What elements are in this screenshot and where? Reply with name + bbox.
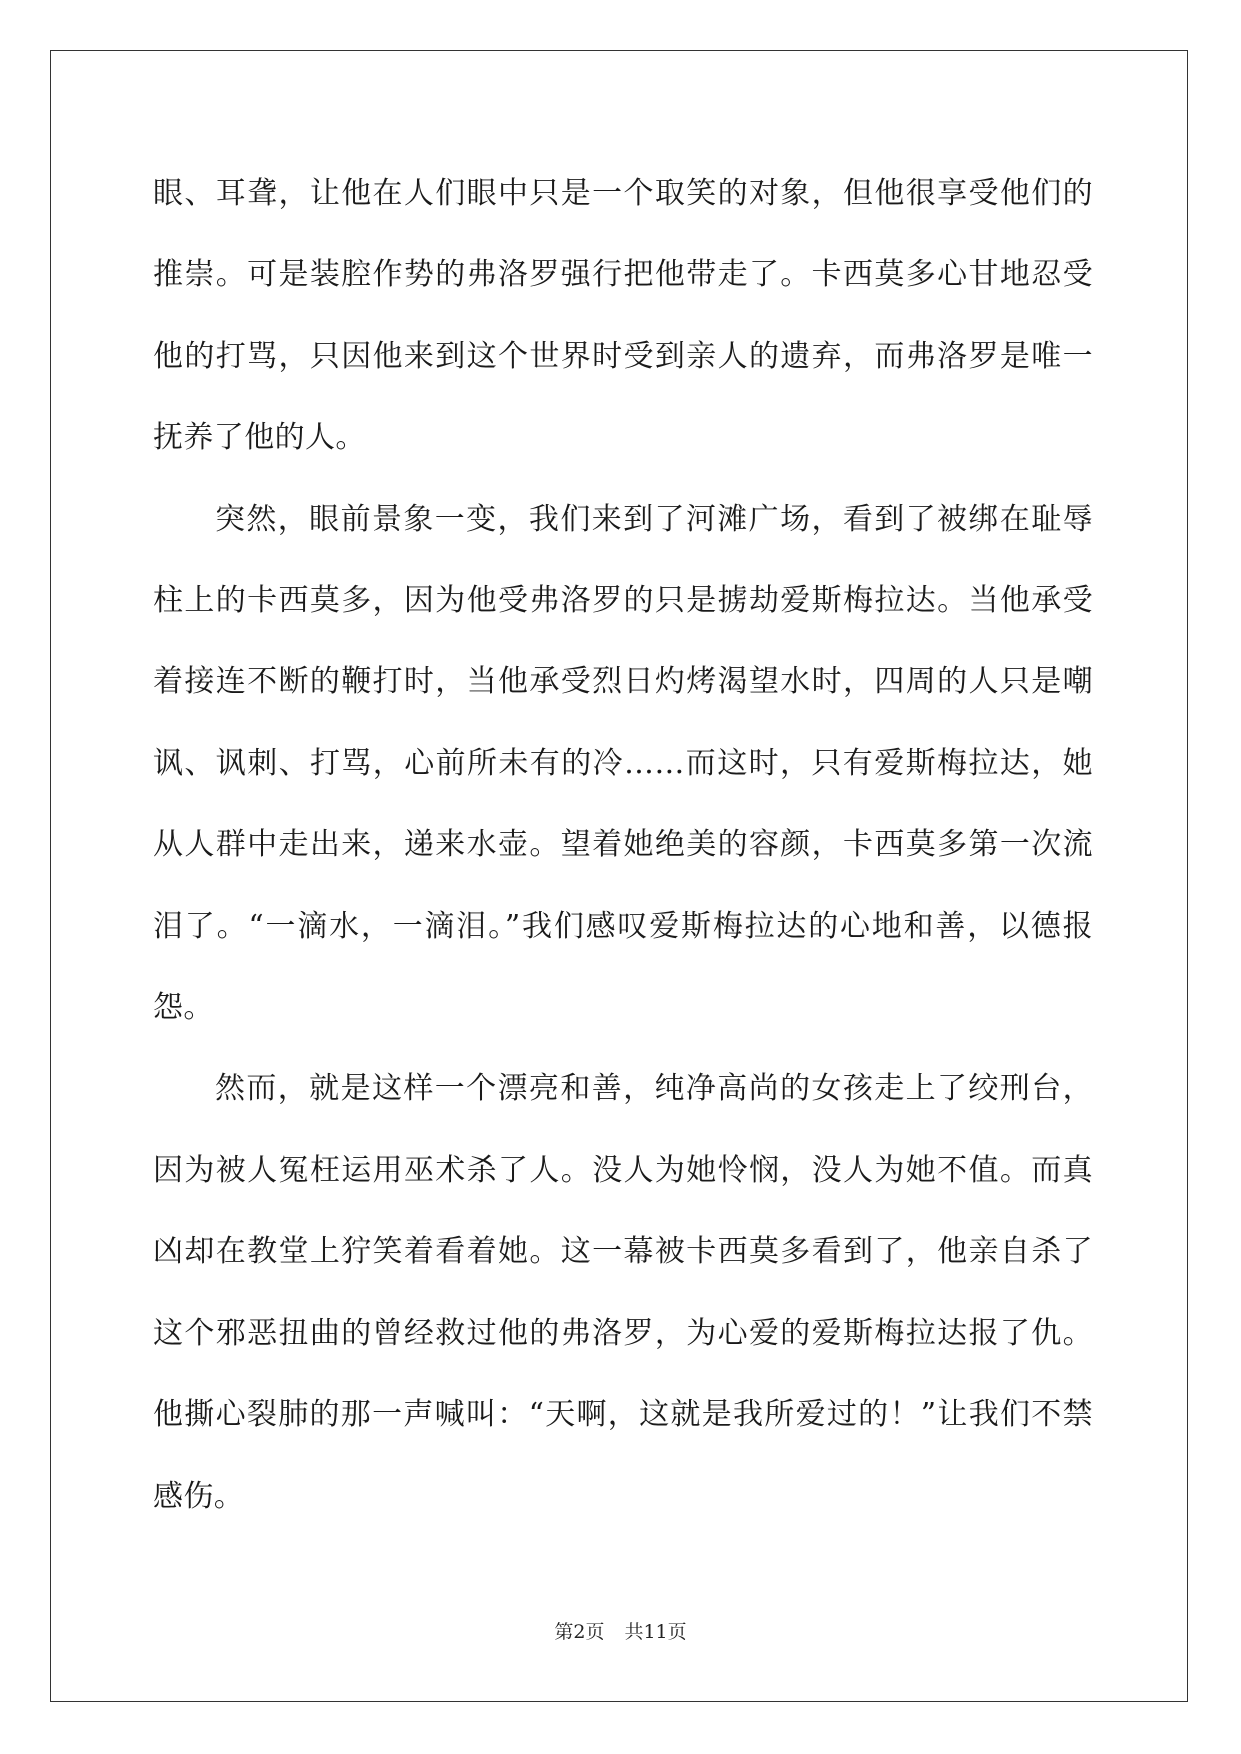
paragraph-pillory: 突然，眼前景象一变，我们来到了河滩广场，看到了被绑在耻辱柱上的卡西莫多，因为他受弗洛罗的只是掳劫爱斯梅拉达。当他承受着接连不断的鞭打时，当他承受烈日灼烤渴望水时，四周的人只是嘲讽、讽刺、打骂，心前所未有的冷……而这时，只有爱斯梅拉达，她从人群中走出来，递来水壶。望着她绝美的容颜，卡西莫多第一次流泪了。“一滴水，一滴泪。”我们感叹爱斯梅拉达的心地和善，以德报怨。 [153,501,1093,1026]
page-number: 第2页 [554,1621,605,1643]
page-footer [0,1620,1241,1644]
paragraph-continued: 眼、耳聋，让他在人们眼中只是一个取笑的对象，但他很享受他们的推崇。可是装腔作势的弗洛罗强行把他带走了。卡西莫多心甘地忍受他的打骂，只因他来到这个世界时受到亲人的遗弃，而弗洛罗是唯一抚养了他的人。 [153,176,1093,456]
document-body [153,153,1093,1537]
page-total: 共11页 [624,1621,687,1643]
paragraph-gallows: 然而，就是这样一个漂亮和善，纯净高尚的女孩走上了绞刑台，因为被人冤枉运用巫术杀了人。没人为她怜悯，没人为她不值。而真凶却在教堂上狞笑着看着她。这一幕被卡西莫多看到了，他亲自杀了这个邪恶扭曲的曾经救过他的弗洛罗，为心爱的爱斯梅拉达报了仇。他撕心裂肺的那一声喊叫：“天啊，这就是我所爱过的！”让我们不禁感伤。 [153,1071,1093,1514]
